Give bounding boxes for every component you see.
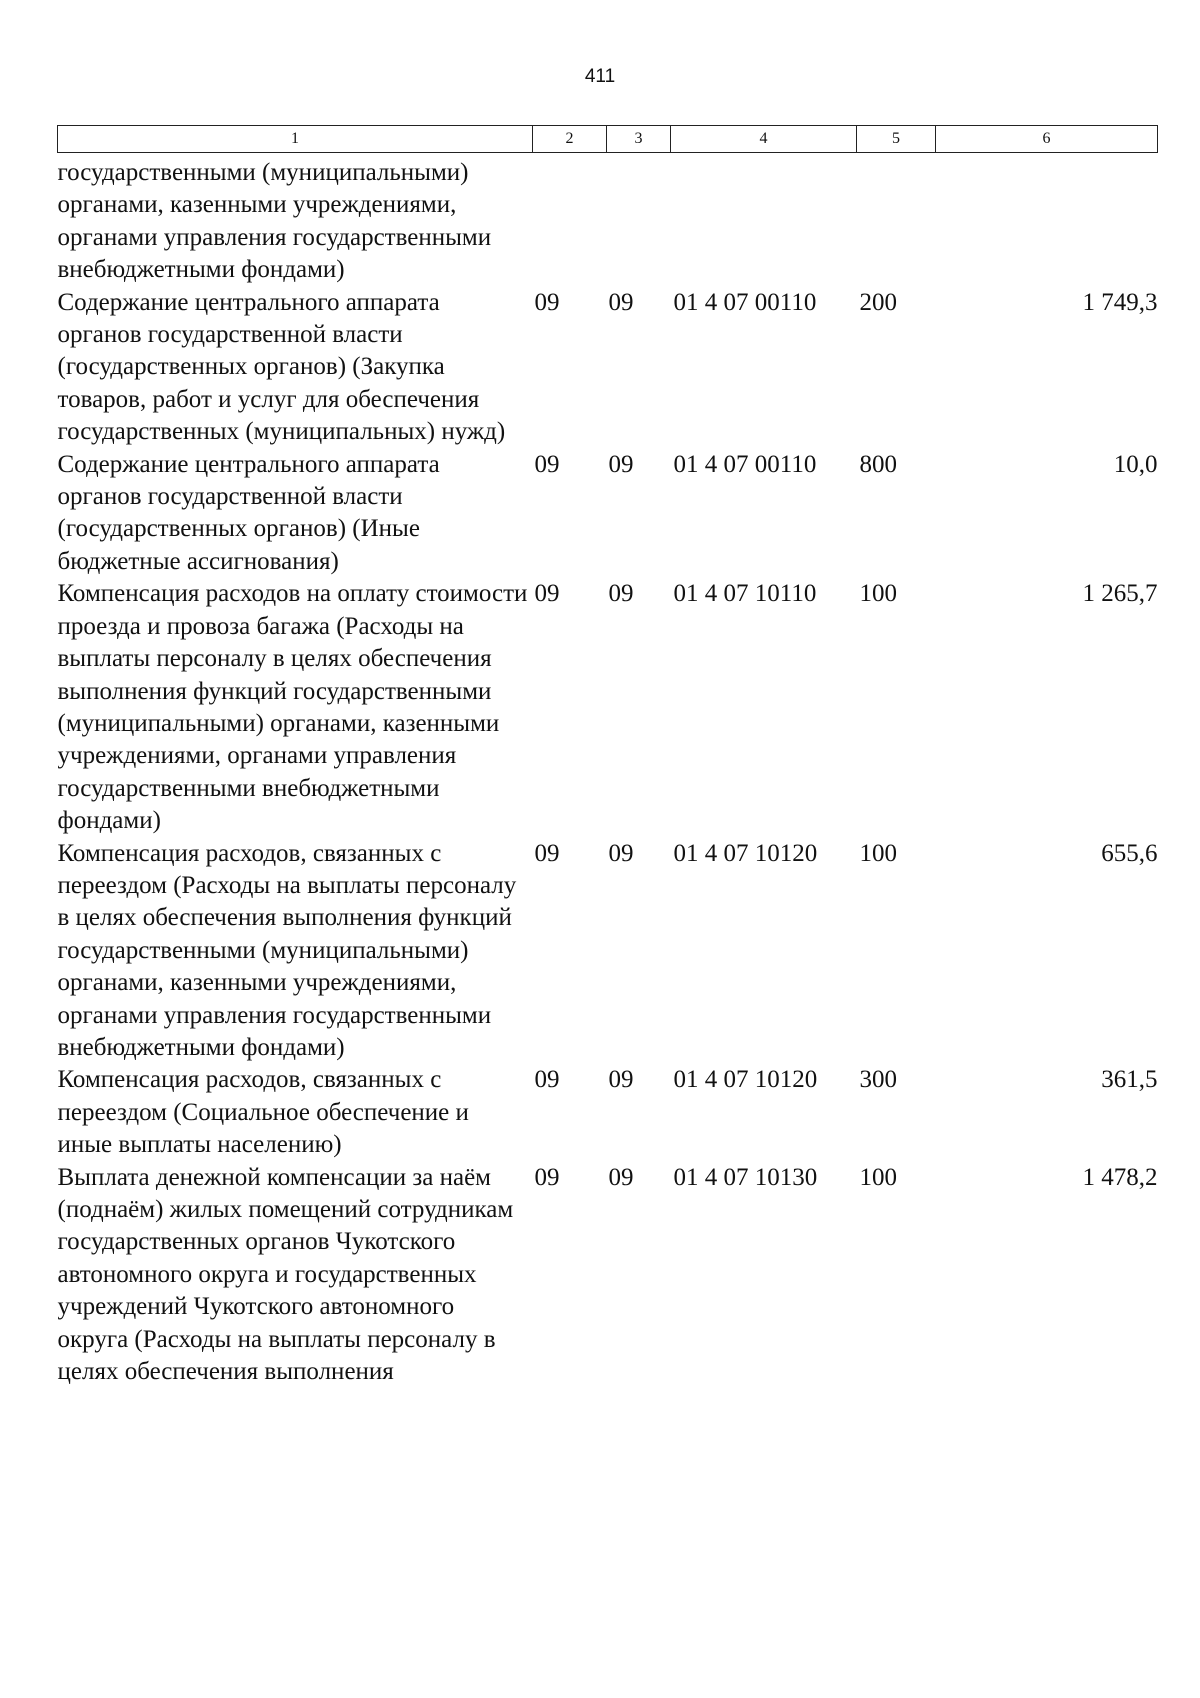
row-amount: 10,0	[1113, 450, 1158, 478]
row-target-code: 01 4 07 10130	[673, 1163, 818, 1191]
table-row	[58, 838, 1158, 1065]
row-expense-type	[857, 153, 936, 287]
row-expense-type: 200	[859, 288, 897, 316]
row-amount: 1 749,3	[1082, 288, 1158, 316]
row-section	[533, 153, 607, 287]
row-subsection: 09	[608, 450, 634, 478]
row-section: 09	[534, 288, 560, 316]
row-section: 09	[534, 450, 560, 478]
table-header	[58, 126, 1158, 153]
column-header-5: 5	[857, 126, 936, 153]
row-description: Содержание центрального аппарата органов государственной власти (государственных органов) (Иные бюджетные ассигнования)	[57, 450, 440, 575]
row-expense-type: 100	[859, 839, 897, 867]
row-target-code: 01 4 07 10120	[673, 1066, 818, 1094]
row-subsection: 09	[608, 1163, 634, 1191]
row-section: 09	[534, 839, 560, 867]
row-target-code: 01 4 07 10110	[673, 580, 817, 608]
row-subsection: 09	[608, 288, 634, 316]
table-row	[58, 153, 1158, 287]
row-subsection: 09	[608, 1066, 634, 1094]
budget-table	[57, 125, 1158, 1388]
row-description: Компенсация расходов, связанных с переездом (Расходы на выплаты персоналу в целях обеспечения выполнения функций государственными (муниципальными) органами, казенными учреждениями, органами управления государственными внебюджетными фондами)	[57, 839, 517, 1061]
table-row	[58, 1162, 1158, 1389]
row-amount: 1 478,2	[1082, 1163, 1158, 1191]
row-amount: 1 265,7	[1082, 580, 1158, 608]
row-subsection: 09	[608, 580, 634, 608]
table-row	[58, 578, 1158, 837]
row-target-code: 01 4 07 00110	[673, 288, 817, 316]
row-section: 09	[534, 580, 560, 608]
header-row	[58, 126, 1158, 153]
row-section: 09	[534, 1066, 560, 1094]
row-subsection: 09	[608, 839, 634, 867]
column-header-4: 4	[671, 126, 857, 153]
row-amount: 361,5	[1101, 1066, 1158, 1094]
table-row	[58, 1064, 1158, 1161]
row-expense-type: 100	[859, 580, 897, 608]
row-target-code: 01 4 07 10120	[673, 839, 818, 867]
table-body	[58, 153, 1158, 1389]
row-description: Содержание центрального аппарата органов государственной власти (государственных органов) (Закупка товаров, работ и услуг для обеспечения государственных (муниципальных) нужд)	[57, 288, 506, 446]
row-description: государственными (муниципальными) органами, казенными учреждениями, органами управления государственными внебюджетными фондами)	[57, 159, 492, 284]
column-header-1: 1	[58, 126, 533, 153]
row-expense-type: 800	[859, 450, 897, 478]
row-target-code: 01 4 07 00110	[673, 450, 817, 478]
table-row	[58, 287, 1158, 449]
row-amount	[936, 153, 1158, 287]
row-description: Компенсация расходов, связанных с переездом (Социальное обеспечение и иные выплаты населению)	[57, 1066, 469, 1159]
row-subsection	[607, 153, 671, 287]
column-header-2: 2	[533, 126, 607, 153]
row-section: 09	[534, 1163, 560, 1191]
page-number: 411	[584, 66, 616, 87]
row-description: Компенсация расходов на оплату стоимости проезда и провоза багажа (Расходы на выплаты персоналу в целях обеспечения выполнения функций государственными (муниципальными) органами, казенными учреждениями, органами управления государственными внебюджетными фондами)	[57, 580, 528, 835]
row-amount: 655,6	[1101, 839, 1158, 867]
column-header-6: 6	[936, 126, 1158, 153]
row-description: Выплата денежной компенсации за наём (поднаём) жилых помещений сотрудникам государственных органов Чукотского автономного округа и государственных учреждений Чукотского автономного округа (Расходы на выплаты персоналу в целях обеспечения выполнения	[57, 1163, 514, 1386]
table-row	[58, 449, 1158, 579]
column-header-3: 3	[607, 126, 671, 153]
row-expense-type: 100	[859, 1163, 897, 1191]
row-target-code	[671, 153, 857, 287]
row-expense-type: 300	[859, 1066, 897, 1094]
